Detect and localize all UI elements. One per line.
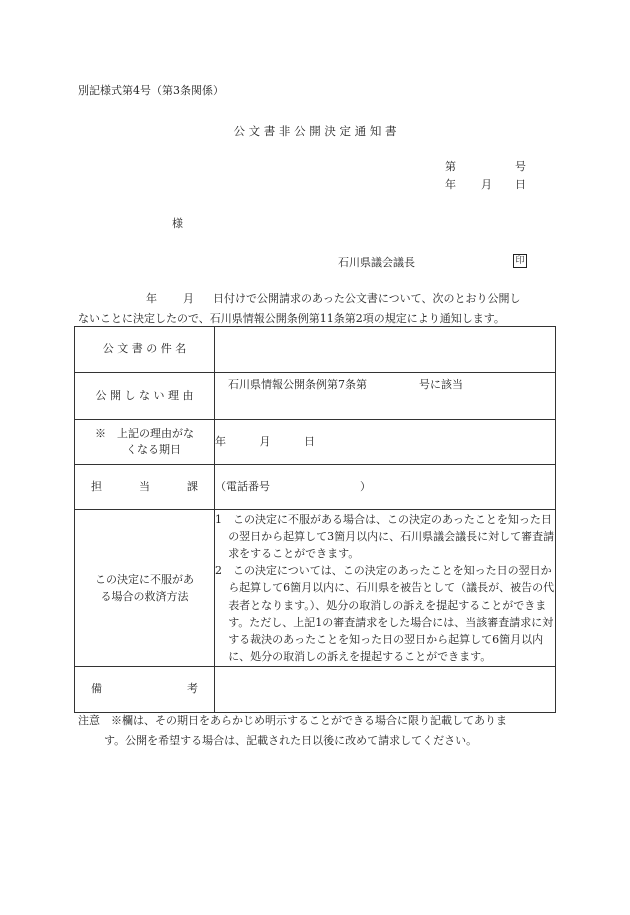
seal-mark: 印	[513, 254, 527, 268]
expiry-year: 年	[215, 434, 226, 448]
remarks-label-a: 備	[91, 682, 102, 696]
reason-value	[228, 378, 463, 392]
remedy-item-1: 1 この決定に不服がある場合は、この決定のあったことを知った日の翌日から起算して3箇月以内に、石川県議会議長に対して審査請求をすることができます。	[215, 513, 555, 561]
remedy-item-2: 2 この決定については、この決定のあったことを知った日の翌日から起算して6箇月以内に、石川県を被告として（議長が、被告の代表者となります。）、処分の取消しの訴えを提起することができます。ただし、上記1の審査請求をした場合には、当該審査請求に対する裁決のあったことを知った日の翌日から起算して6箇月以内に、処分の取消しの訴えを提起することができます。	[215, 564, 555, 663]
footer-note-line1: 注意 ※欄は、その期日をあらかじめ明示することができる場合に限り記載してありま	[78, 714, 507, 727]
date-year-label: 年	[445, 178, 456, 191]
expiry-date-value	[215, 420, 556, 465]
intro-text-1: 日付けで公開請求のあった公文書について、次のとおり公開し	[213, 292, 521, 305]
department-phone	[215, 465, 556, 510]
recipient-honorific: 様	[172, 217, 183, 230]
phone-open: （電話番号	[215, 479, 270, 493]
date-day-label: 日	[515, 178, 526, 191]
department-label-b: 当	[139, 479, 150, 493]
table-row	[75, 420, 556, 465]
phone-close: ）	[360, 479, 371, 493]
department-label-c: 課	[187, 479, 198, 493]
reason-value-b: 号に該当	[419, 378, 463, 391]
table-row	[75, 510, 556, 667]
table-row	[75, 327, 556, 373]
number-prefix: 第	[445, 160, 456, 173]
reason-cell	[215, 373, 556, 420]
remarks-label-b: 考	[187, 682, 198, 696]
form-number-label: 別記様式第4号（第3条関係）	[78, 84, 224, 97]
notice-table	[74, 326, 556, 713]
intro-year: 年	[146, 292, 157, 305]
remarks-label	[75, 667, 215, 713]
department-label-a: 担	[91, 479, 102, 493]
remedy-label-line2: る場合の救済方法	[100, 590, 189, 603]
table-row	[75, 373, 556, 420]
expiry-date-label	[75, 420, 215, 465]
intro-text-2: ないことに決定したので、石川県情報公開条例第11条第2項の規定により通知します。	[78, 312, 505, 325]
issuer-name: 石川県議会議長	[338, 256, 415, 269]
date-month-label: 月	[481, 178, 492, 191]
remedy-text	[215, 510, 556, 667]
department-label	[75, 465, 215, 510]
table-row	[75, 465, 556, 510]
remedy-label	[75, 510, 215, 667]
expiry-month: 月	[259, 434, 271, 448]
reason-label: 公 開 し な い 理 由	[75, 373, 215, 420]
table-row	[75, 667, 556, 713]
remedy-label-line1: この決定に不服があ	[95, 572, 194, 586]
expiry-date-label-line2: くなる期日	[126, 443, 181, 456]
document-subject-value	[215, 327, 556, 373]
document-title: 公 文 書 非 公 開 決 定 通 知 書	[233, 124, 397, 138]
reason-value-a: 石川県情報公開条例第7条第	[228, 378, 367, 391]
intro-month: 月	[183, 292, 194, 305]
number-suffix: 号	[515, 160, 526, 173]
expiry-day: 日	[304, 434, 315, 448]
remarks-value	[215, 667, 556, 713]
document-subject-label: 公 文 書 の 件 名	[75, 327, 215, 373]
expiry-date-label-line1: ※ 上記の理由がな	[95, 426, 194, 440]
footer-note-line2: す。公開を希望する場合は、記載された日以後に改めて請求してください。	[104, 734, 478, 747]
